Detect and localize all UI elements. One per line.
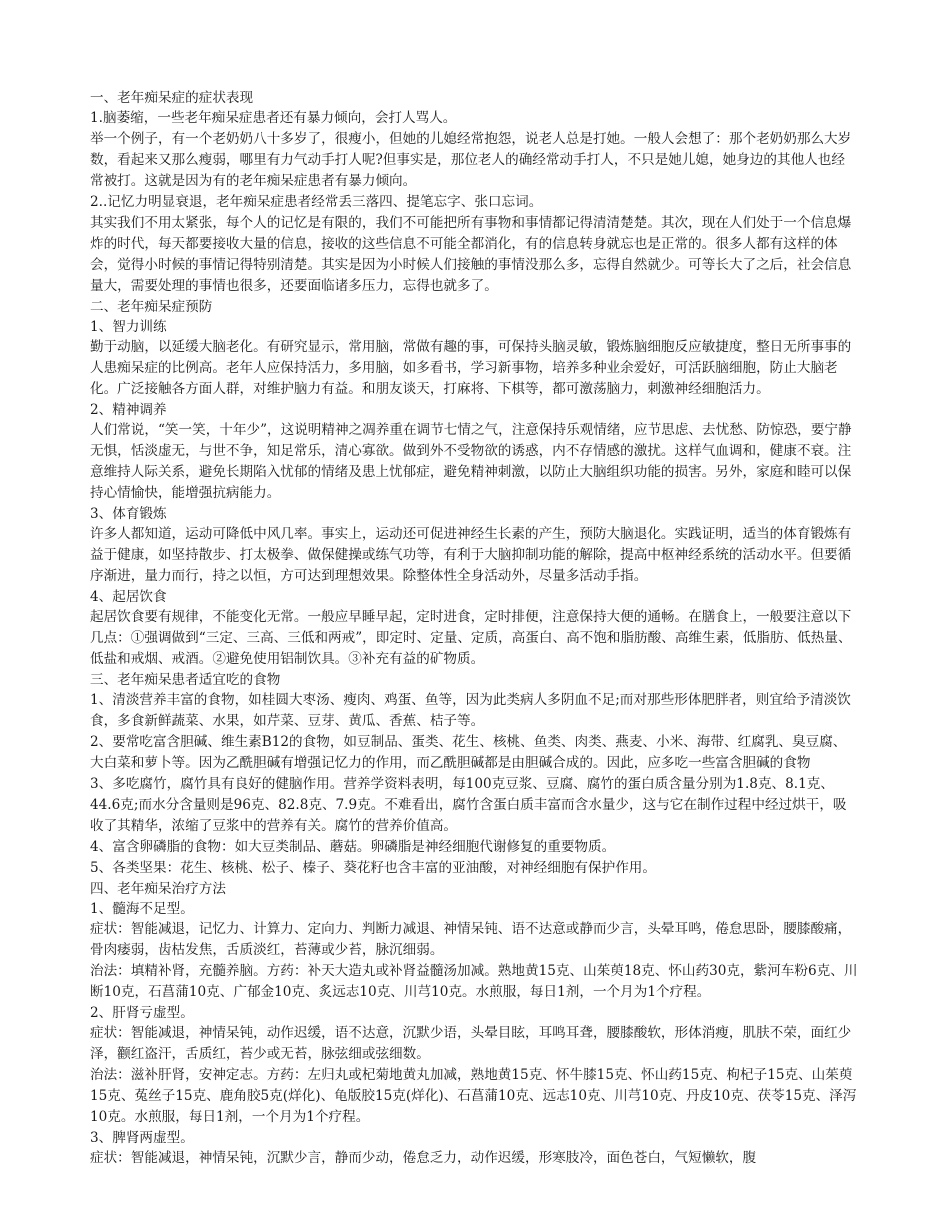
subheading: 1、智力训练 <box>90 319 167 335</box>
subheading: 3、脾肾两虚型。 <box>90 1130 194 1146</box>
paragraph: 1、清淡营养丰富的食物，如桂圆大枣汤、瘦肉、鸡蛋、鱼等，因为此类病人多阴血不足;而对那些形体肥胖者，则宜给予清淡饮食，多食新鲜蔬菜、水果，如芹菜、豆芽、黄瓜、香蕉、桔子等。 <box>90 692 851 729</box>
heading-4: 四、老年痴呆治疗方法 <box>90 881 226 897</box>
subheading: 2、肝肾亏虚型。 <box>90 1005 194 1021</box>
paragraph: 3、多吃腐竹，腐竹具有良好的健脑作用。营养学资料表明，每100克豆浆、豆腐、腐竹的蛋白质含量分别为1.8克、8.1克、44.6克;而水分含量则是96克、82.8克、7.9克。不难看出，腐竹含蛋白质丰富而含水量少，这与它在制作过程中经过烘干，吸收了其精华，浓缩了豆浆中的营养有关。腐竹的营养价值高。 <box>90 776 847 834</box>
heading-2: 二、老年痴呆症预防 <box>90 299 213 315</box>
paragraph: 2、要常吃富含胆碱、维生素B12的食物，如豆制品、蛋类、花生、核桃、鱼类、肉类、燕麦、小米、海带、红腐乳、臭豆腐、大白菜和萝卜等。因为乙酰胆碱有增强记忆力的作用，而乙酰胆碱都是由胆碱合成的。因此，应多吃一些富含胆碱的食物 <box>90 734 847 771</box>
paragraph: 症状：智能减退，记忆力、计算力、定向力、判断力减退、神情呆钝、语不达意或静而少言，头晕耳鸣，倦怠思卧，腰膝酸痛，骨肉痿弱，齿枯发焦，舌质淡红，苔薄或少苔，脉沉细弱。 <box>90 921 852 958</box>
paragraph: 症状：智能减退，神情呆钝，动作迟缓，语不达意，沉默少语，头晕目眩，耳鸣耳聋，腰膝酸软，形体消瘦，肌肤不荣，面红少泽，颧红盗汗，舌质红，苔少或无苔，脉弦细或弦细数。 <box>90 1025 852 1062</box>
paragraph: 治法：滋补肝肾，安神定志。方药：左归丸或杞菊地黄丸加减，熟地黄15克、怀牛膝15克、怀山药15克、枸杞子15克、山茱萸15克、菟丝子15克、鹿角胶5克(烊化)、龟版胶15克(烊化)、石菖蒲10克、远志10克、川芎10克、丹皮10克、茯苓15克、泽泻10克。水煎服，每日1剂，一个月为1个疗程。 <box>90 1067 857 1125</box>
paragraph: 举一个例子，有一个老奶奶八十多岁了，很瘦小，但她的儿媳经常抱怨，说老人总是打她。一般人会想了：那个老奶奶那么大岁数，看起来又那么瘦弱，哪里有力气动手打人呢?但事实是，那位老人的确经常动手打人，不只是她儿媳，她身边的其他人也经常被打。这就是因为有的老年痴呆症患者有暴力倾向。 <box>90 131 852 189</box>
paragraph: 治法：填精补肾，充髓养脑。方药：补天大造丸或补肾益髓汤加减。熟地黄15克、山茱萸18克、怀山药30克，紫河车粉6克、川断10克，石菖蒲10克、广郁金10克、炙远志10克、川芎10克。水煎服，每日1剂，一个月为1个疗程。 <box>90 963 858 1000</box>
subheading: 2、精神调养 <box>90 402 167 418</box>
paragraph: 5、各类坚果：花生、核桃、松子、榛子、葵花籽也含丰富的亚油酸，对神经细胞有保护作用。 <box>90 860 656 876</box>
subheading: 4、起居饮食 <box>90 589 167 605</box>
paragraph: 4、富含卵磷脂的食物：如大豆类制品、蘑菇。卵磷脂是神经细胞代谢修复的重要物质。 <box>90 839 616 855</box>
paragraph: 勤于动脑，以延缓大脑老化。有研究显示，常用脑，常做有趣的事，可保持头脑灵敏，锻炼脑细胞反应敏捷度，整日无所事事的人患痴呆症的比例高。老年人应保持活力，多用脑，如多看书，学习新事物，培养多种业余爱好，可活跃脑细胞，防止大脑老化。广泛接触各方面人群，对维护脑力有益。和朋友谈天，打麻将、下棋等，都可激荡脑力，刺激神经细胞活力。 <box>90 339 852 397</box>
paragraph: 人们常说，“笑一笑，十年少”，这说明精神之凋养重在调节七情之气，注意保持乐观情绪，应节思虑、去忧愁、防惊恐，要宁静无惧，恬淡虚无，与世不争，知足常乐，清心寡欲。做到外不受物欲的诱惑，内不存情感的激扰。这样气血调和，健康不衰。注意维持人际关系，避免长期陷入忧郁的情绪及患上忧郁症，避免精神刺激，以防止大脑组织功能的损害。另外，家庭和睦可以保持心情愉快，能增强抗病能力。 <box>90 422 852 501</box>
paragraph: 1.脑萎缩，一些老年痴呆症患者还有暴力倾向，会打人骂人。 <box>90 110 457 126</box>
heading-1: 一、老年痴呆症的症状表现 <box>90 90 254 106</box>
paragraph: 症状：智能减退，神情呆钝，沉默少言，静而少动，倦怠乏力，动作迟缓，形寒肢冷，面色苍白，气短懒软，腹 <box>90 1150 757 1166</box>
subheading: 3、体育锻炼 <box>90 506 167 522</box>
paragraph: 许多人都知道，运动可降低中风几率。事实上，运动还可促进神经生长素的产生，预防大脑退化。实践证明，适当的体育锻炼有益于健康，如坚持散步、打太极拳、做保健操或练气功等，有利于大脑抑制功能的解除，提高中枢神经系统的活动水平。但要循序渐进，量力而行，持之以恒，方可达到理想效果。除整体性全身活动外，尽量多活动手指。 <box>90 526 852 584</box>
paragraph: 2..记忆力明显衰退，老年痴呆症患者经常丢三落四、提笔忘字、张口忘词。 <box>90 194 543 210</box>
heading-3: 三、老年痴呆患者适宜吃的食物 <box>90 672 281 688</box>
paragraph: 起居饮食要有规律，不能变化无常。一般应早睡早起，定时进食，定时排便，注意保持大便的通畅。在膳食上，一般要注意以下几点：①强调做到“三定、三高、三低和两戒”，即定时、定量、定质，高蛋白、高不饱和脂肪酸、高维生素，低脂肪、低热量、低盐和戒烟、戒酒。②避免使用铝制饮具。③补充有益的矿物质。 <box>90 609 852 667</box>
subheading: 1、髓海不足型。 <box>90 901 194 917</box>
paragraph: 其实我们不用太紧张，每个人的记忆是有限的，我们不可能把所有事物和事情都记得清清楚楚。其次，现在人们处于一个信息爆炸的时代，每天都要接收大量的信息，接收的这些信息不可能全都消化，有的信息转身就忘也是正常的。很多人都有这样的体会，觉得小时候的事情记得特别清楚。其实是因为小时候人们接触的事情没那么多，忘得自然就少。可等长大了之后，社会信息量大，需要处理的事情也很多，还要面临诸多压力，忘得也就多了。 <box>90 215 852 294</box>
